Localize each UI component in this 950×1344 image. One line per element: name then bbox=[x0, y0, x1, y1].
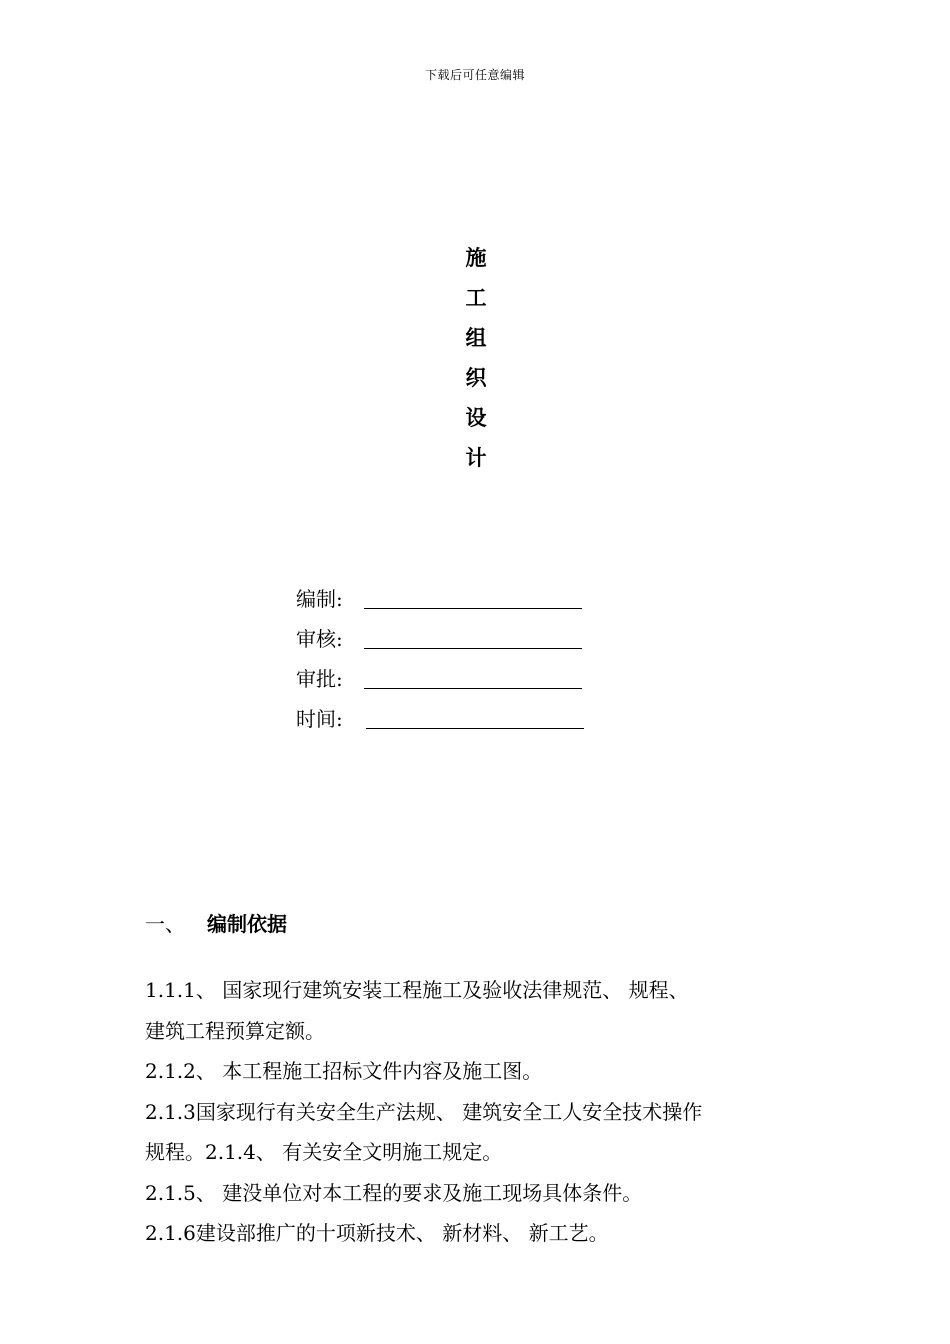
signoff-label: 时间: bbox=[296, 706, 343, 731]
title-char: 施 bbox=[465, 246, 487, 270]
body-line: 建筑工程预算定额。 bbox=[145, 1018, 325, 1043]
signoff-label: 编制: bbox=[296, 586, 343, 611]
body-line: 2.1.6建设部推广的十项新技术、 新材料、 新工艺。 bbox=[145, 1221, 609, 1245]
section-heading bbox=[145, 908, 287, 937]
signoff-label: 审批: bbox=[296, 666, 343, 691]
section-number: 一、 bbox=[145, 912, 185, 936]
title-char: 织 bbox=[465, 366, 487, 390]
signature-line bbox=[364, 626, 582, 649]
page-header-note: 下载后可任意编辑 bbox=[424, 68, 525, 82]
section-title: 编制依据 bbox=[207, 912, 287, 936]
title-char: 设 bbox=[465, 406, 487, 430]
signature-line bbox=[364, 666, 582, 689]
title-char: 组 bbox=[465, 326, 487, 350]
signoff-row-approved bbox=[296, 657, 584, 697]
signoff-label: 审核: bbox=[296, 626, 343, 651]
signoff-row-reviewed bbox=[296, 617, 584, 657]
body-line: 2.1.3国家现行有关安全生产法规、 建筑安全工人安全技术操作 bbox=[145, 1099, 703, 1124]
title-char: 工 bbox=[465, 286, 487, 310]
signoff-row-date bbox=[296, 697, 584, 737]
signoff-row-compiled bbox=[296, 577, 584, 617]
signature-line bbox=[364, 586, 582, 609]
signature-line bbox=[366, 706, 584, 729]
body-line: 规程。2.1.4、 有关安全文明施工规定。 bbox=[145, 1140, 503, 1164]
body-line: 2.1.2、 本工程施工招标文件内容及施工图。 bbox=[145, 1059, 543, 1083]
body-text bbox=[145, 970, 815, 1254]
document-title bbox=[461, 238, 491, 478]
signoff-block bbox=[296, 577, 584, 737]
title-char: 计 bbox=[465, 446, 487, 470]
body-line: 2.1.5、 建没单位对本工程的要求及施工现场具体条件。 bbox=[145, 1180, 643, 1205]
body-line: 1.1.1、 国家现行建筑安装工程施工及验收法律规范、 规程、 bbox=[145, 978, 689, 1002]
